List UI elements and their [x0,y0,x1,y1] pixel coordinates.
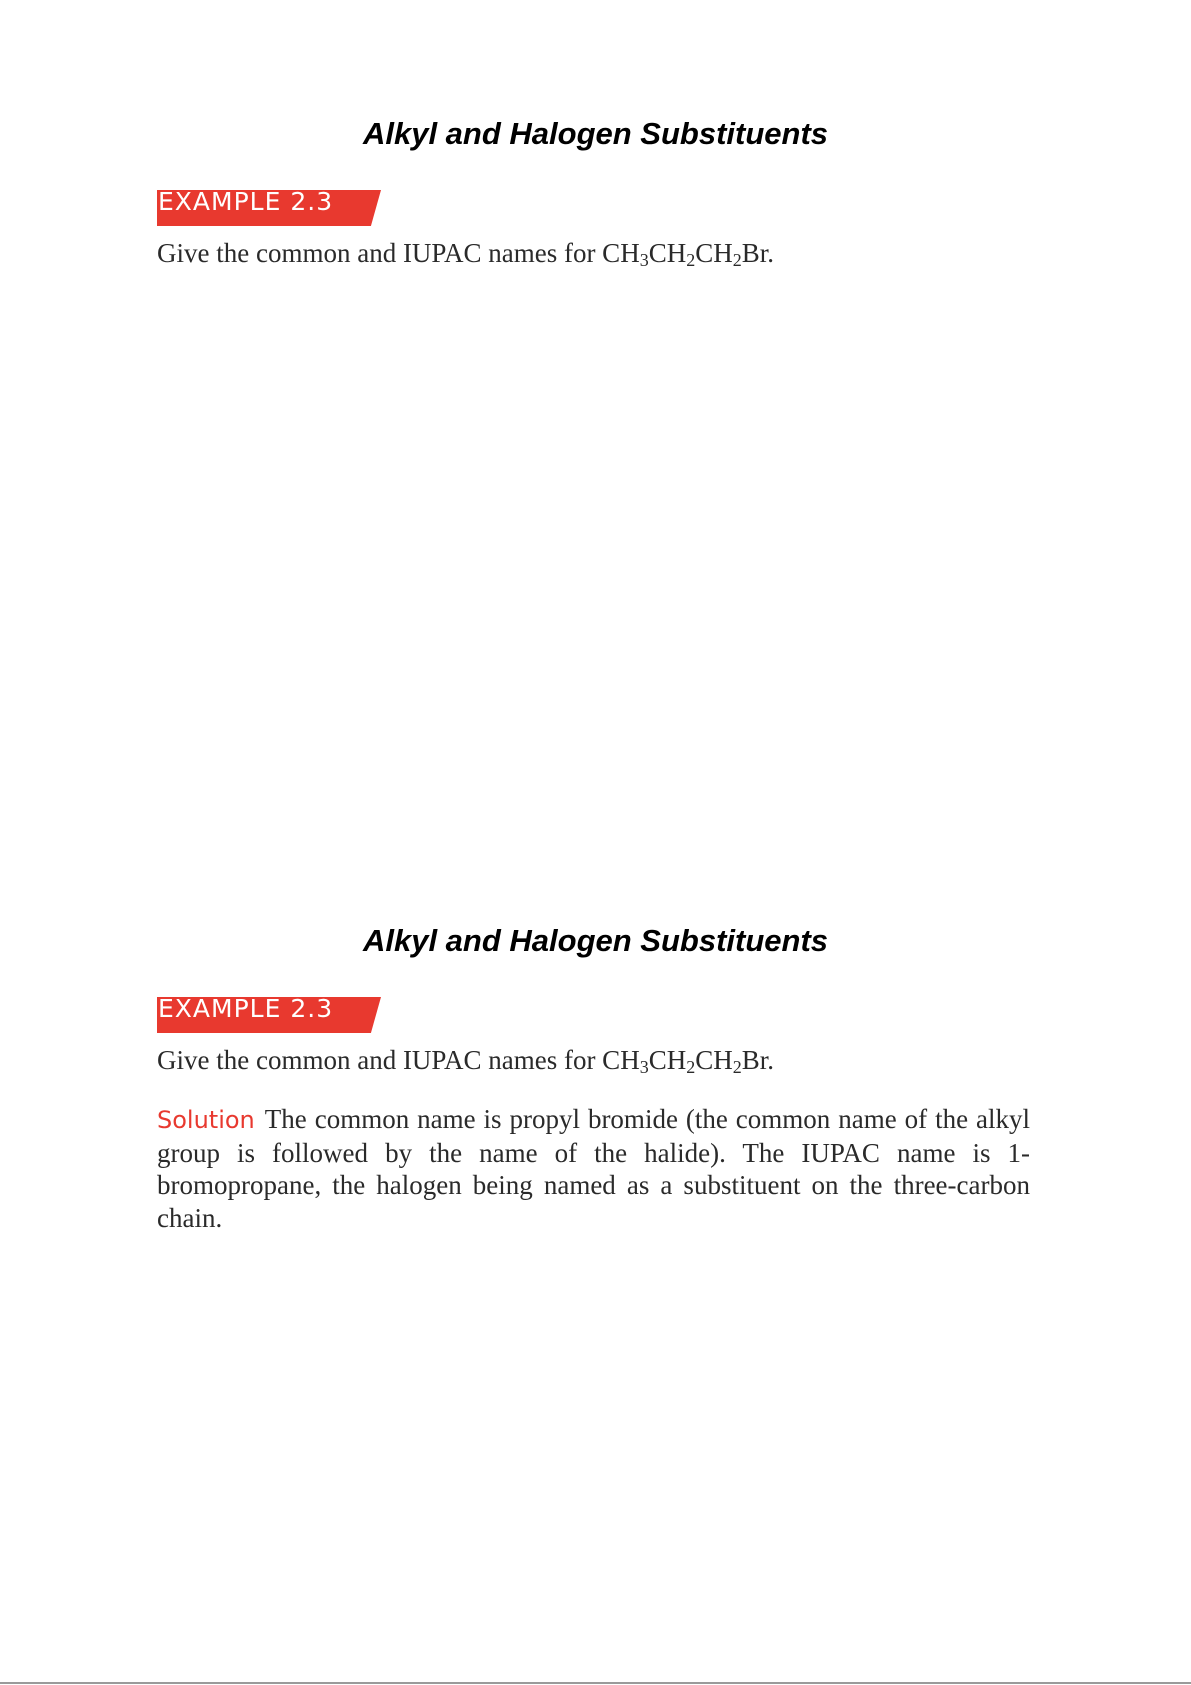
slide-title: Alkyl and Halogen Substituents [362,116,829,151]
subscript: 2 [686,1057,696,1077]
solution-text: The common name is propyl bromide (the common name of the alkyl group is followed by the name of the halide). The IUPAC name is 1-bromopropane, the halogen being named as a substituent on the three-carbon chain. [157,1104,1030,1233]
example-label: EXAMPLE 2.3 [158,994,334,1023]
subscript: 3 [639,1057,649,1077]
subscript: 2 [686,250,696,270]
slide-title: Alkyl and Halogen Substituents [362,923,829,958]
solution-label: Solution [157,1106,255,1134]
formula-part: CH [695,238,733,268]
question-prefix: Give the common and IUPAC names for CH [157,1045,640,1075]
subscript: 2 [732,250,742,270]
subscript: 3 [639,250,649,270]
question-suffix: Br. [741,238,774,268]
question-suffix: Br. [741,1045,774,1075]
question-text [157,236,774,270]
formula-part: CH [648,238,687,268]
subscript: 2 [732,1057,742,1077]
solution-paragraph [157,1103,1030,1234]
page-bottom-rule [0,1682,1191,1684]
question-prefix: Give the common and IUPAC names for CH [157,238,640,268]
example-label: EXAMPLE 2.3 [158,187,334,216]
formula-part: CH [648,1045,687,1075]
question-text [157,1043,774,1077]
formula-part: CH [695,1045,733,1075]
